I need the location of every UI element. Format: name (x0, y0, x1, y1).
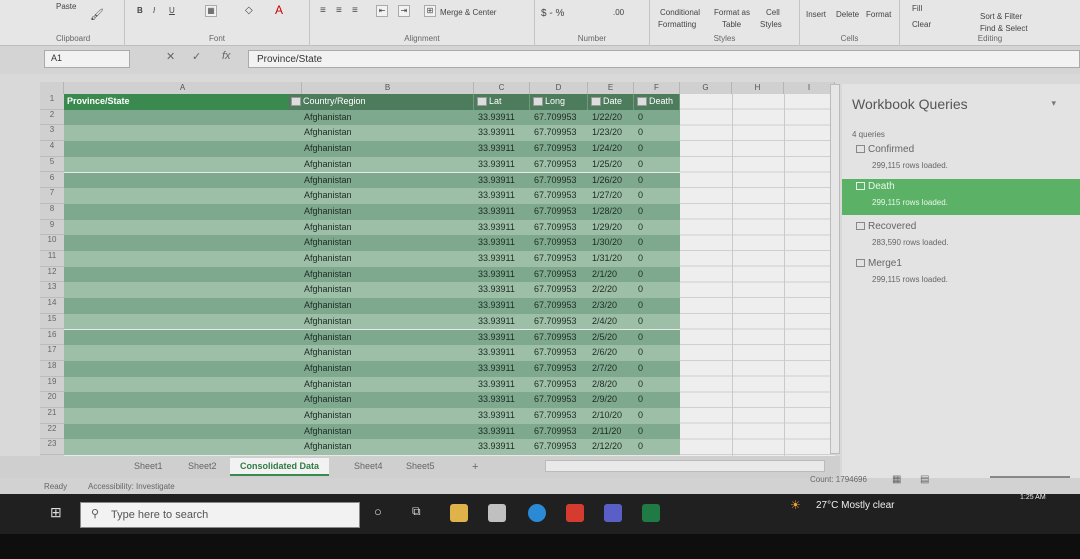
table-row[interactable] (64, 345, 680, 361)
row-headers (40, 94, 64, 456)
row-header[interactable]: 21 (40, 408, 64, 424)
cell-lat[interactable]: 33.93911 (478, 425, 515, 436)
query-merge1[interactable] (842, 256, 1080, 292)
cell-death[interactable]: 0 (638, 315, 644, 326)
cell-lat[interactable]: 33.93911 (478, 268, 515, 279)
borders-icon[interactable]: ▦ (205, 5, 217, 17)
cell-death[interactable]: 0 (638, 158, 644, 169)
table-row[interactable] (64, 298, 680, 314)
cell-country[interactable]: Afghanistan (304, 347, 352, 358)
cell-country[interactable]: Afghanistan (304, 174, 352, 185)
outdent-icon[interactable]: ⇥ (398, 5, 410, 17)
cell-long[interactable]: 67.709953 (534, 268, 577, 279)
clock[interactable]: 1:25 AM (1020, 494, 1046, 501)
conditional-formatting-label2: Formatting (658, 20, 697, 29)
format-button[interactable]: Format (866, 10, 892, 19)
format-as-table-button[interactable]: Format as (714, 8, 751, 17)
column-header-f[interactable]: F (634, 82, 680, 94)
query-name: Confirmed (868, 144, 915, 155)
table-row[interactable] (64, 408, 680, 424)
table-row[interactable] (64, 377, 680, 393)
row-header[interactable]: 10 (40, 235, 64, 251)
row-header[interactable]: 17 (40, 345, 64, 361)
cell-date[interactable]: 2/4/20 (592, 315, 618, 326)
filter-dropdown-icon[interactable] (291, 97, 301, 106)
cell-country[interactable]: Afghanistan (304, 268, 352, 279)
teams-icon[interactable] (604, 504, 622, 522)
header-country-label: Country/Region (303, 96, 366, 106)
row-header[interactable]: 9 (40, 220, 64, 236)
font-group (125, 0, 310, 46)
row-header[interactable]: 11 (40, 251, 64, 267)
row-header[interactable]: 7 (40, 188, 64, 204)
status-ready: Ready (44, 482, 68, 491)
cell-country[interactable]: Afghanistan (304, 410, 352, 420)
filter-dropdown-icon[interactable] (533, 97, 543, 106)
cell-country[interactable]: Afghanistan (304, 315, 352, 326)
number-label: Number (577, 34, 607, 43)
cell-long[interactable]: 67.709953 (534, 394, 577, 405)
cell-date[interactable]: 1/24/20 (592, 143, 623, 154)
gridline (784, 94, 785, 456)
ribbon (0, 0, 1080, 46)
table-header-row (64, 94, 680, 110)
cell-date[interactable]: 1/27/20 (592, 190, 623, 201)
table-row[interactable] (64, 235, 680, 251)
cell-death[interactable]: 0 (638, 300, 644, 311)
add-sheet-button[interactable]: + (472, 461, 479, 473)
cell-country[interactable]: Afghanistan (304, 331, 352, 342)
cell-lat[interactable]: 33.93911 (478, 127, 515, 138)
clipboard-group (0, 0, 125, 46)
query-recovered[interactable] (842, 219, 1080, 255)
insert-button[interactable]: Insert (806, 10, 827, 19)
cell-date[interactable]: 2/1/20 (592, 268, 618, 279)
normal-view-icon[interactable]: ▦ (892, 474, 902, 485)
cell-date[interactable]: 2/8/20 (592, 378, 618, 389)
monitor-bezel (0, 534, 1080, 559)
tab-sheet2[interactable]: Sheet2 (188, 461, 217, 471)
cell-long[interactable]: 67.709953 (534, 331, 577, 342)
cortana-icon[interactable]: ○ (374, 504, 382, 519)
merge-icon[interactable]: ⊞ (424, 5, 436, 17)
workbook-queries-pane (842, 84, 1080, 479)
column-header-i[interactable]: I (784, 82, 835, 94)
table-row[interactable] (64, 267, 680, 283)
edge-icon[interactable] (528, 504, 546, 522)
table-row[interactable] (64, 330, 680, 346)
cell-country[interactable]: Afghanistan (304, 237, 352, 248)
cell-date[interactable]: 2/12/20 (592, 441, 623, 452)
cell-death[interactable]: 0 (638, 441, 644, 452)
column-header-b[interactable]: B (302, 82, 474, 94)
fill-button[interactable]: Fill (912, 4, 923, 13)
underline-button[interactable]: U (169, 6, 175, 15)
cell-long[interactable]: 67.709953 (534, 190, 577, 201)
cell-country[interactable]: Afghanistan (304, 441, 352, 452)
cell-date[interactable]: 1/26/20 (592, 174, 623, 185)
cell-date[interactable]: 2/5/20 (592, 331, 618, 342)
cell-date[interactable]: 2/11/20 (592, 425, 622, 436)
cell-lat[interactable]: 33.93911 (478, 284, 515, 295)
cell-lat[interactable]: 33.93911 (478, 315, 515, 326)
cell-lat[interactable]: 33.93911 (478, 410, 515, 420)
cell-long[interactable]: 67.709953 (534, 158, 577, 169)
row-header[interactable]: 13 (40, 282, 64, 298)
tab-sheet5[interactable]: Sheet5 (406, 461, 435, 471)
row-header[interactable]: 5 (40, 157, 64, 173)
cell-country[interactable]: Afghanistan (304, 284, 352, 295)
clipboard-label: Clipboard (56, 34, 91, 43)
cell-country[interactable]: Afghanistan (304, 127, 352, 138)
cancel-icon[interactable]: ✕ (166, 51, 176, 63)
table-row[interactable] (64, 220, 680, 236)
cell-country[interactable]: Afghanistan (304, 143, 352, 154)
cell-date[interactable]: 2/3/20 (592, 300, 618, 311)
query-name: Merge1 (868, 258, 902, 269)
cell-death[interactable]: 0 (638, 221, 644, 232)
row-header[interactable]: 8 (40, 204, 64, 220)
cell-date[interactable]: 2/10/20 (592, 410, 623, 420)
cell-long[interactable]: 67.709953 (534, 127, 577, 138)
cell-date[interactable]: 1/29/20 (592, 221, 623, 232)
font-color-icon[interactable]: A (275, 3, 284, 17)
file-explorer-icon[interactable] (450, 504, 468, 522)
search-icon: ⚲ (91, 508, 100, 520)
search-placeholder: Type here to search (111, 509, 209, 521)
formula-input[interactable]: Province/State (248, 50, 1080, 68)
enter-icon[interactable]: ✓ (192, 51, 202, 63)
header-lat[interactable] (474, 94, 530, 110)
row-header[interactable]: 20 (40, 392, 64, 408)
store-icon[interactable] (488, 504, 506, 522)
cell-death[interactable]: 0 (638, 253, 644, 263)
italic-button[interactable]: I (153, 6, 156, 15)
cell-long[interactable]: 67.709953 (534, 284, 577, 295)
excel-taskbar-icon[interactable] (642, 504, 660, 522)
cell-death[interactable]: 0 (638, 143, 644, 154)
query-rows: 299,115 rows loaded. (872, 198, 948, 207)
cell-country[interactable]: Afghanistan (304, 111, 352, 122)
row-header[interactable]: 18 (40, 361, 64, 377)
header-province-state[interactable] (64, 94, 302, 110)
cell-long[interactable]: 67.709953 (534, 253, 577, 263)
table-icon (856, 182, 865, 190)
table-row[interactable] (64, 125, 680, 141)
row-header[interactable]: 15 (40, 314, 64, 330)
cell-lat[interactable]: 33.93911 (478, 190, 515, 201)
cell-long[interactable]: 67.709953 (534, 205, 577, 216)
cell-country[interactable]: Afghanistan (304, 378, 352, 389)
cells-group (800, 0, 900, 46)
filter-dropdown-icon[interactable] (477, 97, 487, 106)
table-row[interactable] (64, 141, 680, 157)
column-header-e[interactable]: E (588, 82, 634, 94)
cell-country[interactable]: Afghanistan (304, 221, 352, 232)
cell-country[interactable]: Afghanistan (304, 253, 352, 263)
cell-long[interactable]: 67.709953 (534, 425, 577, 436)
cell-long[interactable]: 67.709953 (534, 221, 577, 232)
table-row[interactable] (64, 204, 680, 220)
cell-death[interactable]: 0 (638, 378, 644, 389)
tab-sheet4[interactable]: Sheet4 (354, 461, 383, 471)
cell-death[interactable]: 0 (638, 205, 644, 216)
sort-filter-button[interactable]: Sort & Filter (980, 12, 1023, 21)
cell-death[interactable]: 0 (638, 284, 644, 295)
cell-country[interactable]: Afghanistan (304, 190, 352, 201)
query-count: 4 queries (852, 130, 885, 139)
number-format-button[interactable]: $ - % (541, 8, 565, 19)
cell-death[interactable]: 0 (638, 410, 644, 420)
cell-country[interactable]: Afghanistan (304, 205, 352, 216)
header-date-label: Date (603, 96, 623, 106)
tab-sheet1[interactable]: Sheet1 (134, 461, 163, 471)
row-header[interactable]: 23 (40, 439, 64, 455)
cell-death[interactable]: 0 (638, 331, 644, 342)
empty-cells-area[interactable] (680, 94, 835, 456)
table-row[interactable] (64, 157, 680, 173)
cell-country[interactable]: Afghanistan (304, 300, 352, 311)
query-name: Recovered (868, 221, 917, 232)
tab-consolidated-data[interactable]: Consolidated Data (230, 458, 329, 476)
table-row[interactable] (64, 251, 680, 267)
cell-lat[interactable]: 33.93911 (478, 253, 515, 263)
cell-date[interactable]: 1/22/20 (592, 111, 623, 122)
query-rows: 299,115 rows loaded. (872, 275, 948, 284)
header-long[interactable] (530, 94, 588, 110)
styles-group (650, 0, 800, 46)
cell-country[interactable]: Afghanistan (304, 158, 352, 169)
pane-title: Workbook Queries (852, 96, 968, 112)
cell-country[interactable]: Afghanistan (304, 425, 352, 436)
sheet-tabs (0, 456, 840, 478)
formula-controls (160, 50, 246, 68)
cell-lat[interactable]: 33.93911 (478, 237, 515, 248)
table-icon (856, 259, 865, 267)
table-row[interactable] (64, 392, 680, 408)
cell-long[interactable]: 67.709953 (534, 237, 577, 248)
cell-long[interactable]: 67.709953 (534, 300, 577, 311)
table-row[interactable] (64, 188, 680, 204)
cell-lat[interactable]: 33.93911 (478, 143, 515, 154)
task-view-icon[interactable]: ⧉ (412, 504, 421, 518)
zoom-slider[interactable] (990, 476, 1070, 478)
table-row[interactable] (64, 439, 680, 455)
indent-icon[interactable]: ⇤ (376, 5, 388, 17)
horizontal-scrollbar[interactable] (545, 460, 825, 472)
font-label: Font (208, 34, 225, 43)
column-header-d[interactable]: D (530, 82, 588, 94)
cell-date[interactable]: 1/25/20 (592, 158, 623, 169)
align-right-icon[interactable]: ≡ (352, 5, 358, 16)
paste-button[interactable]: Paste (56, 2, 77, 11)
pane-menu-icon[interactable]: ▾ (1051, 98, 1056, 108)
row-header[interactable]: 19 (40, 377, 64, 393)
column-header-a[interactable]: A (64, 82, 302, 94)
editing-group (900, 0, 1080, 46)
count-status: Count: 1794696 (810, 475, 867, 484)
cell-country[interactable]: Afghanistan (304, 362, 352, 373)
cell-lat[interactable]: 33.93911 (478, 347, 515, 358)
select-all-corner[interactable] (40, 82, 64, 94)
taskbar-search[interactable] (80, 502, 360, 528)
table-row[interactable] (64, 424, 680, 440)
header-death-label: Death (649, 96, 674, 106)
cell-date[interactable]: 2/9/20 (592, 394, 618, 405)
row-header[interactable]: 4 (40, 141, 64, 157)
format-painter-icon[interactable]: 🖌 (90, 9, 104, 21)
worksheet-grid[interactable] (40, 82, 835, 456)
header-death[interactable] (634, 94, 680, 110)
alignment-group (310, 0, 535, 46)
table-row[interactable] (64, 361, 680, 377)
cell-long[interactable]: 67.709953 (534, 441, 577, 452)
cell-lat[interactable]: 33.93911 (478, 111, 515, 122)
header-long-label: Long (545, 96, 566, 106)
format-as-table-label2: Table (722, 20, 742, 29)
cell-date[interactable]: 1/28/20 (592, 205, 623, 216)
delete-button[interactable]: Delete (836, 10, 860, 19)
table-icon (856, 145, 865, 153)
query-name: Death (868, 181, 895, 192)
cell-death[interactable]: 0 (638, 425, 644, 436)
cell-date[interactable]: 2/6/20 (592, 347, 618, 358)
query-death[interactable] (842, 179, 1080, 215)
vertical-scrollbar[interactable] (830, 84, 840, 454)
cell-lat[interactable]: 33.93911 (478, 174, 515, 185)
header-province-label: Province/State (67, 96, 130, 106)
cell-lat[interactable]: 33.93911 (478, 158, 515, 169)
cell-date[interactable]: 2/7/20 (592, 362, 618, 373)
editing-label: Editing (977, 34, 1003, 43)
cell-date[interactable]: 1/30/20 (592, 237, 623, 248)
cell-death[interactable]: 0 (638, 362, 644, 373)
column-header-g[interactable]: G (680, 82, 732, 94)
column-header-h[interactable]: H (732, 82, 784, 94)
cell-lat[interactable]: 33.93911 (478, 441, 515, 452)
styles-label: Styles (713, 34, 736, 43)
cell-death[interactable]: 0 (638, 347, 644, 358)
filter-dropdown-icon[interactable] (591, 97, 601, 106)
table-row[interactable] (64, 314, 680, 330)
header-lat-label: Lat (489, 96, 502, 106)
bold-button[interactable]: B (137, 6, 143, 15)
clear-button[interactable]: Clear (912, 20, 932, 29)
alignment-label: Alignment (404, 34, 440, 43)
decimal-icon[interactable]: .00 (613, 8, 625, 17)
cell-long[interactable]: 67.709953 (534, 315, 577, 326)
filter-dropdown-icon[interactable] (637, 97, 647, 106)
row-header[interactable]: 1 (40, 94, 64, 110)
table-row[interactable] (64, 110, 680, 126)
row-header[interactable]: 6 (40, 173, 64, 189)
merge-center-button[interactable]: Merge & Center (440, 8, 497, 17)
cell-death[interactable]: 0 (638, 111, 644, 122)
weather-text[interactable]: 27°C Mostly clear (816, 500, 895, 511)
cell-lat[interactable]: 33.93911 (478, 378, 515, 389)
cell-death[interactable]: 0 (638, 127, 644, 138)
cell-date[interactable]: 2/2/20 (592, 284, 618, 295)
align-left-icon[interactable]: ≡ (320, 5, 326, 16)
weather-icon: ☀ (790, 498, 801, 512)
row-header[interactable]: 12 (40, 267, 64, 283)
cell-death[interactable]: 0 (638, 190, 644, 201)
accessibility-status[interactable]: Accessibility: Investigate (88, 482, 175, 491)
cell-country[interactable]: Afghanistan (304, 394, 352, 405)
query-confirmed[interactable] (842, 142, 1080, 178)
cell-death[interactable]: 0 (638, 237, 644, 248)
cell-death[interactable]: 0 (638, 174, 644, 185)
page-layout-icon[interactable]: ▤ (920, 474, 930, 485)
name-box[interactable]: A1 (44, 50, 130, 68)
cell-long[interactable]: 67.709953 (534, 111, 577, 122)
cell-lat[interactable]: 33.93911 (478, 205, 515, 216)
cell-long[interactable]: 67.709953 (534, 362, 577, 373)
conditional-formatting-button[interactable]: Conditional (660, 8, 701, 17)
cell-long[interactable]: 67.709953 (534, 410, 577, 420)
header-date[interactable] (588, 94, 634, 110)
cell-long[interactable]: 67.709953 (534, 378, 577, 389)
cell-styles-button[interactable]: Cell (766, 8, 780, 17)
cells-label: Cells (840, 34, 859, 43)
table-row[interactable] (64, 282, 680, 298)
cell-long[interactable]: 67.709953 (534, 143, 577, 154)
gridline (732, 94, 733, 456)
cell-lat[interactable]: 33.93911 (478, 221, 515, 232)
fx-icon[interactable]: fx (222, 50, 231, 62)
row-header[interactable]: 14 (40, 298, 64, 314)
cell-death[interactable]: 0 (638, 394, 644, 405)
row-header[interactable]: 16 (40, 330, 64, 346)
office-icon[interactable] (566, 504, 584, 522)
cell-lat[interactable]: 33.93911 (478, 394, 515, 405)
query-rows: 299,115 rows loaded. (872, 161, 948, 170)
align-center-icon[interactable]: ≡ (336, 5, 342, 16)
row-header[interactable]: 3 (40, 125, 64, 141)
column-header-c[interactable]: C (474, 82, 530, 94)
table-icon (856, 222, 865, 230)
cell-lat[interactable]: 33.93911 (478, 362, 515, 373)
cell-death[interactable]: 0 (638, 268, 644, 279)
cell-long[interactable]: 67.709953 (534, 174, 577, 185)
cell-date[interactable]: 1/31/20 (592, 253, 623, 263)
row-header[interactable]: 2 (40, 110, 64, 126)
cell-long[interactable]: 67.709953 (534, 347, 577, 358)
windows-taskbar (0, 494, 1080, 534)
cell-styles-label2: Styles (760, 20, 782, 29)
row-header[interactable]: 22 (40, 424, 64, 440)
number-group (535, 0, 650, 46)
cell-lat[interactable]: 33.93911 (478, 300, 515, 311)
table-row[interactable] (64, 173, 680, 189)
cell-date[interactable]: 1/23/20 (592, 127, 623, 138)
header-country-region[interactable] (288, 94, 474, 110)
query-rows: 283,590 rows loaded. (872, 238, 949, 247)
formula-bar (0, 46, 1080, 74)
find-select-button[interactable]: Find & Select (980, 24, 1028, 33)
fill-color-icon[interactable]: ◇ (245, 5, 253, 16)
cell-lat[interactable]: 33.93911 (478, 331, 515, 342)
windows-start-icon[interactable]: ⊞ (50, 504, 62, 520)
